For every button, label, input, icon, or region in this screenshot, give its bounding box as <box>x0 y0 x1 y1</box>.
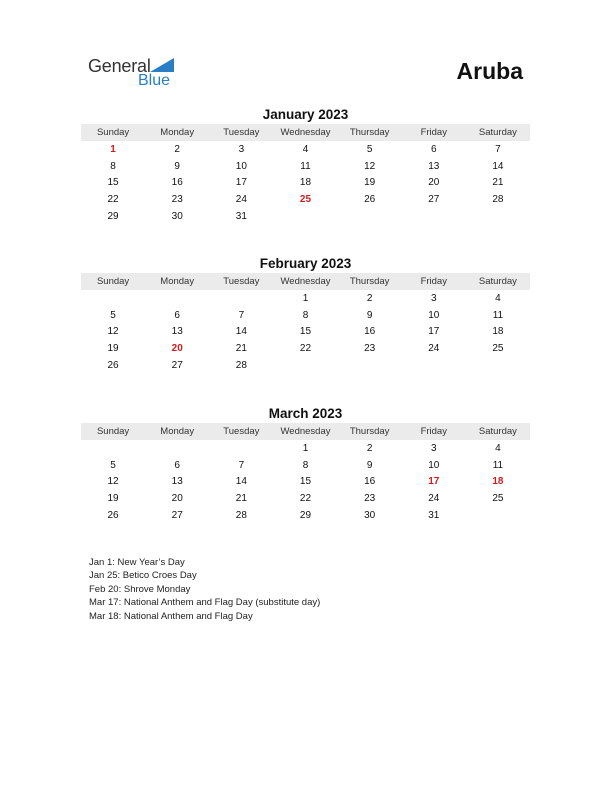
week-row <box>81 490 530 507</box>
day-cell: 8 <box>110 160 116 172</box>
day-cell: 23 <box>171 194 183 206</box>
day-cell: 12 <box>107 326 119 338</box>
day-cell: 31 <box>235 211 247 223</box>
day-cell: 29 <box>107 211 119 223</box>
day-cell: 18 <box>299 177 312 189</box>
week-row <box>81 474 530 491</box>
day-cell: 9 <box>366 309 373 321</box>
day-cell: 2 <box>174 143 180 155</box>
day-cell: 2 <box>366 292 373 304</box>
day-cell: 25 <box>492 343 504 355</box>
holiday-note: Jan 1: New Year’s Day <box>89 557 185 568</box>
day-cell: 16 <box>171 177 183 189</box>
day-cell: 20 <box>428 177 440 189</box>
day-cell: 14 <box>235 476 247 488</box>
week-row <box>81 507 530 524</box>
day-cell: 19 <box>107 493 119 505</box>
day-cell: 4 <box>495 442 501 454</box>
weekday-header-row <box>81 273 530 290</box>
week-row <box>81 307 530 324</box>
weekday-label: Saturday <box>478 276 517 287</box>
month-title: March 2023 <box>268 406 343 421</box>
day-cell: 23 <box>364 343 376 355</box>
weekday-label: Sunday <box>96 127 130 138</box>
day-cell: 14 <box>492 160 504 172</box>
weekday-header-row <box>81 423 530 440</box>
weekday-label: Monday <box>160 127 195 138</box>
week-row <box>81 357 530 374</box>
day-cell: 6 <box>174 309 180 321</box>
weekday-label: Friday <box>420 276 447 287</box>
holiday-day-cell: 18 <box>492 476 504 488</box>
month-january <box>81 106 530 225</box>
day-cell: 21 <box>492 177 504 189</box>
month-february <box>81 255 530 374</box>
day-cell: 8 <box>302 309 309 321</box>
country-title: Aruba <box>456 58 523 84</box>
week-row <box>81 208 530 225</box>
day-cell: 26 <box>107 360 119 372</box>
week-row <box>81 324 530 341</box>
day-cell: 14 <box>235 326 247 338</box>
day-cell: 3 <box>238 143 245 155</box>
week-row <box>81 340 530 357</box>
weekday-label: Thursday <box>349 127 390 138</box>
day-cell: 9 <box>174 160 180 172</box>
day-cell: 19 <box>364 177 376 189</box>
holiday-note: Mar 17: National Anthem and Flag Day (substitute day) <box>89 597 321 609</box>
weekday-label: Saturday <box>478 426 517 437</box>
day-cell: 17 <box>235 177 247 189</box>
weekday-label: Monday <box>160 426 195 437</box>
day-cell: 15 <box>299 476 312 488</box>
day-cell: 10 <box>428 309 440 321</box>
day-cell: 13 <box>171 326 183 338</box>
logo-text-general: General <box>88 56 151 76</box>
week-row <box>81 158 530 175</box>
weekday-label: Friday <box>420 127 447 138</box>
day-cell: 10 <box>428 459 440 471</box>
day-cell: 2 <box>366 442 373 454</box>
month-march <box>81 405 530 524</box>
day-cell: 28 <box>235 510 247 522</box>
day-cell: 24 <box>428 343 440 355</box>
day-cell: 24 <box>428 493 440 505</box>
day-cell: 18 <box>492 326 504 338</box>
weekday-label: Wednesday <box>280 426 331 437</box>
day-cell: 30 <box>364 510 376 522</box>
day-cell: 15 <box>107 177 119 189</box>
holiday-note: Jan 25: Betico Croes Day <box>89 570 197 582</box>
weekday-header-row <box>81 124 530 141</box>
day-cell: 6 <box>430 143 437 155</box>
day-cell: 11 <box>300 160 311 172</box>
month-title: February 2023 <box>259 256 352 271</box>
day-cell: 1 <box>302 292 309 304</box>
holiday-note: Feb 20: Shrove Monday <box>89 583 191 595</box>
generalblue-logo <box>88 56 188 92</box>
weekday-label: Sunday <box>96 426 130 437</box>
weekday-label: Thursday <box>349 426 390 437</box>
week-row <box>81 175 530 192</box>
day-cell: 3 <box>430 292 437 304</box>
weekday-label: Tuesday <box>223 426 260 437</box>
holiday-day-cell: 17 <box>428 476 440 488</box>
day-cell: 30 <box>171 211 183 223</box>
weekday-label: Saturday <box>478 127 517 138</box>
weekday-label: Sunday <box>96 276 130 287</box>
weekday-label: Friday <box>420 426 447 437</box>
day-cell: 28 <box>492 194 504 206</box>
weekday-label: Tuesday <box>223 127 260 138</box>
day-cell: 6 <box>174 459 180 471</box>
weekday-label: Monday <box>160 276 195 287</box>
week-row <box>81 440 530 457</box>
day-cell: 29 <box>299 510 312 522</box>
holiday-day-cell: 1 <box>110 143 116 155</box>
day-cell: 27 <box>171 510 183 522</box>
day-cell: 8 <box>302 459 309 471</box>
day-cell: 7 <box>238 309 245 321</box>
day-cell: 15 <box>299 326 312 338</box>
day-cell: 24 <box>235 194 247 206</box>
holiday-notes <box>89 556 339 623</box>
day-cell: 21 <box>235 493 247 505</box>
logo-text-blue: Blue <box>138 72 171 89</box>
day-cell: 9 <box>366 459 373 471</box>
day-cell: 5 <box>110 459 116 471</box>
day-cell: 31 <box>428 510 440 522</box>
day-cell: 5 <box>110 309 116 321</box>
day-cell: 11 <box>492 459 504 471</box>
day-cell: 1 <box>302 442 309 454</box>
day-cell: 16 <box>364 476 376 488</box>
day-cell: 26 <box>107 510 119 522</box>
day-cell: 27 <box>428 194 440 206</box>
day-cell: 5 <box>366 143 373 155</box>
day-cell: 10 <box>235 160 247 172</box>
day-cell: 16 <box>364 326 376 338</box>
week-row <box>81 141 530 158</box>
weekday-label: Wednesday <box>280 276 331 287</box>
day-cell: 21 <box>235 343 247 355</box>
week-row <box>81 457 530 474</box>
weekday-label: Wednesday <box>280 127 331 138</box>
day-cell: 4 <box>495 292 501 304</box>
holiday-day-cell: 25 <box>299 194 312 206</box>
day-cell: 12 <box>364 160 376 172</box>
day-cell: 25 <box>492 493 504 505</box>
day-cell: 7 <box>495 143 501 155</box>
weekday-label: Tuesday <box>223 276 260 287</box>
holiday-day-cell: 20 <box>171 343 183 355</box>
month-title: January 2023 <box>262 107 349 122</box>
day-cell: 13 <box>171 476 183 488</box>
weekday-label: Thursday <box>349 276 390 287</box>
day-cell: 26 <box>364 194 376 206</box>
day-cell: 22 <box>107 194 119 206</box>
day-cell: 27 <box>171 360 183 372</box>
day-cell: 22 <box>299 493 312 505</box>
day-cell: 13 <box>428 160 440 172</box>
day-cell: 23 <box>364 493 376 505</box>
day-cell: 7 <box>238 459 245 471</box>
day-cell: 28 <box>235 360 247 372</box>
logo-triangle-icon <box>150 58 174 72</box>
day-cell: 12 <box>107 476 119 488</box>
day-cell: 19 <box>107 343 119 355</box>
week-row <box>81 290 530 307</box>
holiday-note: Mar 18: National Anthem and Flag Day <box>89 610 253 622</box>
day-cell: 11 <box>492 309 504 321</box>
day-cell: 22 <box>299 343 312 355</box>
day-cell: 20 <box>171 493 183 505</box>
day-cell: 3 <box>430 442 437 454</box>
day-cell: 4 <box>302 143 309 155</box>
week-row <box>81 191 530 208</box>
day-cell: 17 <box>428 326 440 338</box>
